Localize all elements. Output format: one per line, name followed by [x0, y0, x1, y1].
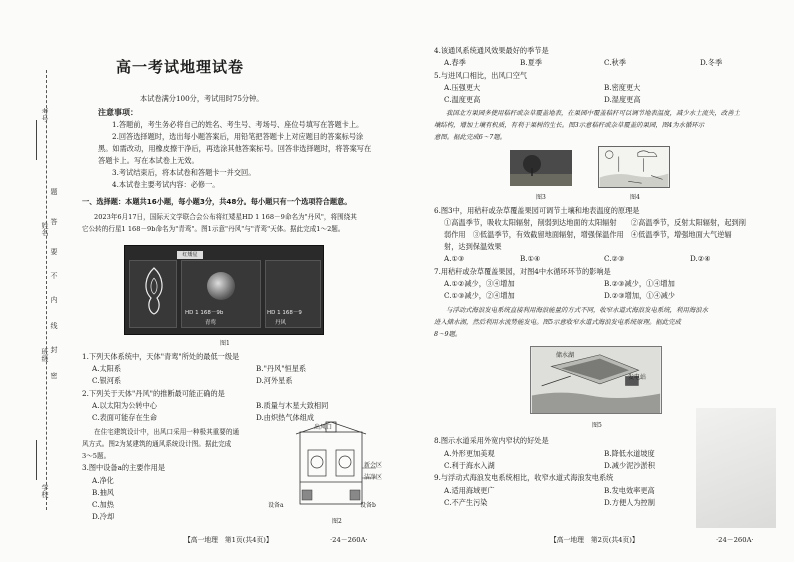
q4-option-a: A.春季: [444, 58, 466, 67]
q2-option-d: D.由炽热气体组成: [256, 413, 315, 422]
q2-option-b: B.质量与木星大致相同: [256, 401, 329, 410]
q7-option-c: C.①③减少，②④增加: [444, 291, 515, 300]
q6-option-b: B.①④: [520, 254, 541, 263]
q4-option-c: C.秋季: [604, 58, 626, 67]
q6-line-2: 弱作用 ③低温季节，有效截留地面辐射，增强保温作用 ④低温季节，增强地面大气逆辐: [444, 230, 732, 239]
q8-option-c: C.利于海水入湖: [444, 461, 495, 470]
q1-option-d: D.河外星系: [256, 376, 293, 385]
note-2b: 黑。如需改动，用橡皮擦干净后，再选涂其他答案标号。回答非选择题时，将答案写在: [98, 144, 372, 153]
q8-option-d: D.减少泥沙淤积: [604, 461, 655, 470]
seal-char-7: 封: [50, 346, 58, 353]
school-line: [36, 440, 37, 480]
figure-4-water-cycle: [598, 146, 670, 188]
seal-char-6: 线: [50, 322, 58, 329]
figure-4-caption: 图4: [630, 194, 640, 201]
page-title: 高一考试地理试卷: [115, 58, 244, 76]
q9-option-b: B.发电效率更高: [604, 486, 655, 495]
q5-option-a: A.压强更大: [444, 83, 481, 92]
seal-char-1: 题: [50, 188, 58, 195]
q4-option-b: B.夏季: [520, 58, 542, 67]
footer-left-page: 【高一地理 第1页(共4页)】: [184, 536, 273, 544]
figure-3-orchard-photo: [510, 150, 572, 186]
watermark-stamp: [696, 408, 776, 528]
note-4: 4.本试卷主要考试内容：必修一。: [112, 180, 220, 189]
passage-1-line-1: 2023年6月17日，国际天文学联合会公布将红矮星HD 1 168－9命名为"丹风"，将围绕其: [94, 213, 357, 221]
fig1-label-planet: HD 1 168－9b: [185, 310, 224, 316]
fig1-label-star: HD 1 168－9: [267, 310, 302, 316]
q3-option-c: C.加热: [92, 500, 114, 509]
q5-stem: 5.与进风口相比，出风口空气: [434, 71, 528, 80]
q3-option-b: B.抽风: [92, 488, 114, 497]
figure-1-caption: 图1: [220, 340, 230, 347]
fig5-lake-label: 储水湖: [556, 352, 575, 359]
passage-4-line-3: 8～9题。: [434, 330, 462, 338]
q9-option-c: C.不产生污染: [444, 498, 488, 507]
q6-line-1: ①高温季节，吸收太阳辐射，削弱到达地面的太阳辐射 ②高温季节，反射太阳辐射，起到削: [444, 218, 746, 227]
section-1-heading: 一、选择题：本题共16小题，每小题3分，共48分。每小题只有一个选项符合题意。: [82, 197, 352, 206]
seal-char-4: 不: [50, 272, 58, 279]
footer-right-page: 【高一地理 第2页(共4页)】: [550, 536, 639, 544]
fig2-fresh-label: 新会区: [364, 462, 383, 469]
q5-option-c: C.温度更高: [444, 95, 481, 104]
exam-no-label: 考号: [41, 108, 49, 122]
q2-stem: 2.下列关于天体"丹风"的推断最可能正确的是: [82, 389, 225, 398]
q6-line-3: 射，达到保温效果: [444, 242, 502, 251]
passage-3-line-1: 我国北方果园多使用秸秆或杂草覆盖地表，在果园中覆盖秸秆可以调节地表温度，减少水土流失，改善土: [446, 109, 740, 117]
note-2c: 答题卡上。写在本试卷上无效。: [98, 156, 199, 165]
note-3: 3.考试结束后，将本试卷和答题卡一并交回。: [112, 168, 256, 177]
q1-option-c: C.银河系: [92, 376, 122, 385]
seal-char-2: 答: [50, 218, 58, 225]
q3-stem: 3.图中设备a的主要作用是: [82, 463, 166, 472]
figure-1-image: [124, 245, 324, 335]
note-2: 2.回答选择题时，选出每小题答案后，用铅笔把答题卡上对应题目的答案标号涂: [112, 132, 364, 141]
passage-2-line-3: 3～5题。: [82, 452, 111, 460]
fig1-label-qingluan: 青鸾: [205, 320, 217, 326]
passage-3-line-2: 壤结构，增加土壤有机质，有利于果树的生长。图3示意秸秆或杂草覆盖的果园，图4为水循环示: [434, 121, 705, 129]
seal-line: [46, 70, 47, 510]
note-1: 1.答题前，考生务必将自己的姓名、考生号、考场号、座位号填写在答题卡上。: [112, 120, 364, 129]
passage-2-line-1: 在住宅建筑设计中，出风口采用一种极其重要的通: [94, 428, 240, 436]
seal-char-5: 内: [50, 296, 58, 303]
q8-option-b: B.降低水道坡度: [604, 449, 655, 458]
q7-stem: 7.用秸秆或杂草覆盖果园，对图4中水循环环节的影响是: [434, 267, 611, 276]
q1-stem: 1.下列天体系统中，天体"青鸾"所处的最低一级是: [82, 352, 240, 361]
figure-2-caption: 图2: [332, 518, 342, 525]
passage-1-line-2: 它公转的行星1 168－9b命名为"青鸾"。图1示意"丹风"与"青鸾"天体。据此完成1～2题。: [82, 225, 345, 233]
q7-option-a: A.①②减少，③④增加: [444, 279, 515, 288]
passage-3-line-3: 意图。据此完成6～7题。: [434, 133, 507, 141]
q6-option-a: A.①③: [444, 254, 465, 263]
q1-option-a: A.太阳系: [92, 364, 122, 373]
class-label: 班级: [41, 348, 49, 362]
passage-4-line-1: 与浮动式海浪发电系统直接利用海浪能量的方式不同，收窄水道式海浪发电系统，利用海浪水: [446, 306, 709, 314]
figure-3-caption: 图3: [536, 194, 546, 201]
q6-option-c: C.②③: [604, 254, 625, 263]
q7-option-d: D.②③增加，①④减少: [604, 291, 675, 300]
fig1-label-danfeng: 丹风: [275, 320, 287, 326]
phoenix-icon: [137, 264, 171, 316]
fig2-device-b-label: 设备b: [360, 502, 376, 509]
red-dwarf-badge: 红矮星: [177, 251, 203, 259]
q1-option-b: B."丹风"恒星系: [256, 364, 307, 373]
binding-strip: [0, 0, 58, 562]
q6-stem: 6.图3中，用秸秆或杂草覆盖果园可调节土壤和地表温度的原理是: [434, 206, 640, 215]
notes-title: 注意事项：: [98, 108, 138, 117]
q6-option-d: D.②④: [690, 254, 711, 263]
q5-option-d: D.湿度更高: [604, 95, 641, 104]
q8-option-a: A.外形更加美观: [444, 449, 495, 458]
q2-option-c: C.表面可能存在生命: [92, 413, 158, 422]
exam-intro: 本试卷满分100分，考试用时75分钟。: [140, 94, 264, 103]
q3-option-a: A.净化: [92, 476, 114, 485]
fig2-outlet-label: 出风口: [314, 424, 333, 431]
passage-2-line-2: 风方式。图2为某建筑的通风系统设计图。据此完成: [82, 440, 232, 448]
q5-option-b: B.密度更大: [604, 83, 641, 92]
fig5-station-label: 发电站: [628, 374, 647, 381]
star-graphic: [207, 272, 235, 300]
q4-option-d: D.冬季: [700, 58, 723, 67]
q9-option-a: A.适用海域更广: [444, 486, 495, 495]
passage-4-line-2: 进入储水湖，然后利用水流势能发电。图5示意收窄水道式海浪发电系统原理。据此完成: [434, 318, 681, 326]
fig2-device-a-label: 设备a: [268, 502, 284, 509]
footer-left-code: ·24－260A·: [330, 536, 368, 544]
q7-option-b: B.②③减少，①④增加: [604, 279, 675, 288]
q4-stem: 4.该通风系统通风效果最好的季节是: [434, 46, 549, 55]
exam-no-line: [36, 120, 37, 160]
fig2-clean-label: 洁净区: [364, 474, 383, 481]
name-label: 姓名: [41, 222, 49, 236]
q9-stem: 9.与浮动式海浪发电系统相比，收窄水道式海浪发电系统: [434, 473, 614, 482]
footer-right-code: ·24－260A·: [716, 536, 754, 544]
q3-option-d: D.冷却: [92, 512, 115, 521]
school-label: 学校: [41, 484, 49, 498]
q8-stem: 8.图示水道采用外宽内窄状的好处是: [434, 436, 549, 445]
q2-option-a: A.以太阳为公转中心: [92, 401, 157, 410]
seal-char-3: 要: [50, 248, 58, 255]
figure-5-caption: 图5: [592, 422, 602, 429]
q9-option-d: D.方便人为控制: [604, 498, 655, 507]
seal-char-8: 密: [50, 372, 58, 379]
